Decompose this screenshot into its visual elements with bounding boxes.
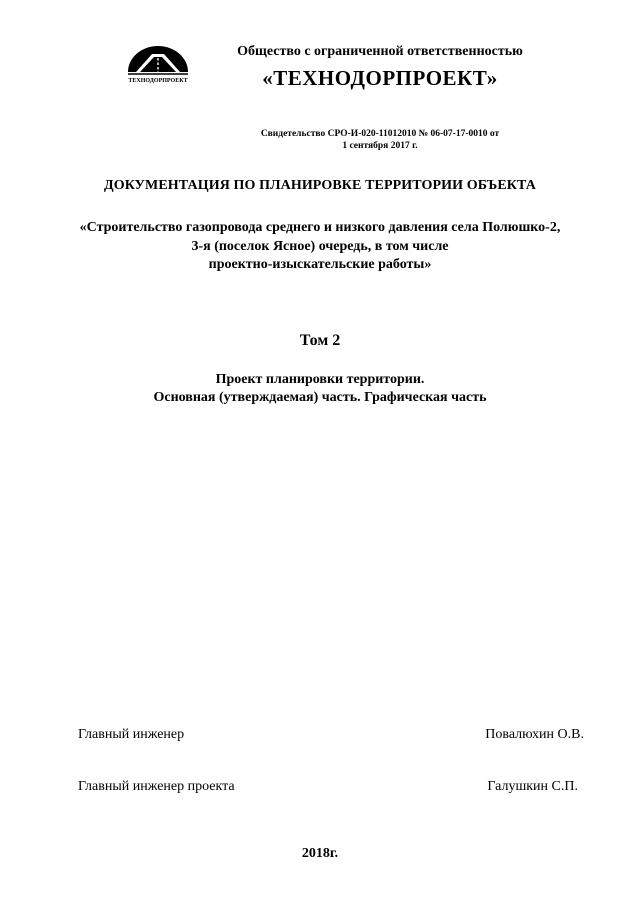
document-title: ДОКУМЕНТАЦИЯ ПО ПЛАНИРОВКЕ ТЕРРИТОРИИ ОБЪЕКТА xyxy=(103,178,537,193)
org-type: Общество с ограниченной ответственностью xyxy=(237,44,523,59)
document-year: 2018г. xyxy=(301,846,339,861)
object-line-1: «Строительство газопровода среднего и низкого давления села Полюшко-2, xyxy=(79,220,561,235)
signature-name-1: Повалюхин О.В. xyxy=(485,727,584,742)
logo-text: ТЕХНОДОРПРОЕКТ xyxy=(128,78,188,84)
signature-role-2: Главный инженер проекта xyxy=(78,779,235,794)
signature-role-1: Главный инженер xyxy=(78,727,185,742)
signature-name-2: Галушкин С.П. xyxy=(487,779,578,794)
subtitle-line-2: Основная (утверждаемая) часть. Графическая часть xyxy=(153,390,487,405)
org-name: «ТЕХНОДОРПРОЕКТ» xyxy=(262,66,498,90)
company-logo xyxy=(124,44,192,88)
subtitle-line-1: Проект планировки территории. xyxy=(215,372,425,387)
object-line-2: 3-я (поселок Ясное) очередь, в том числе xyxy=(191,239,449,254)
certificate-line-1: Свидетельство СРО-И-020-11012010 № 06-07-17-0010 от xyxy=(260,129,500,139)
volume-label: Том 2 xyxy=(299,332,341,349)
certificate-line-2: 1 сентября 2017 г. xyxy=(342,141,418,151)
object-line-3: проектно-изыскательские работы» xyxy=(208,257,432,272)
